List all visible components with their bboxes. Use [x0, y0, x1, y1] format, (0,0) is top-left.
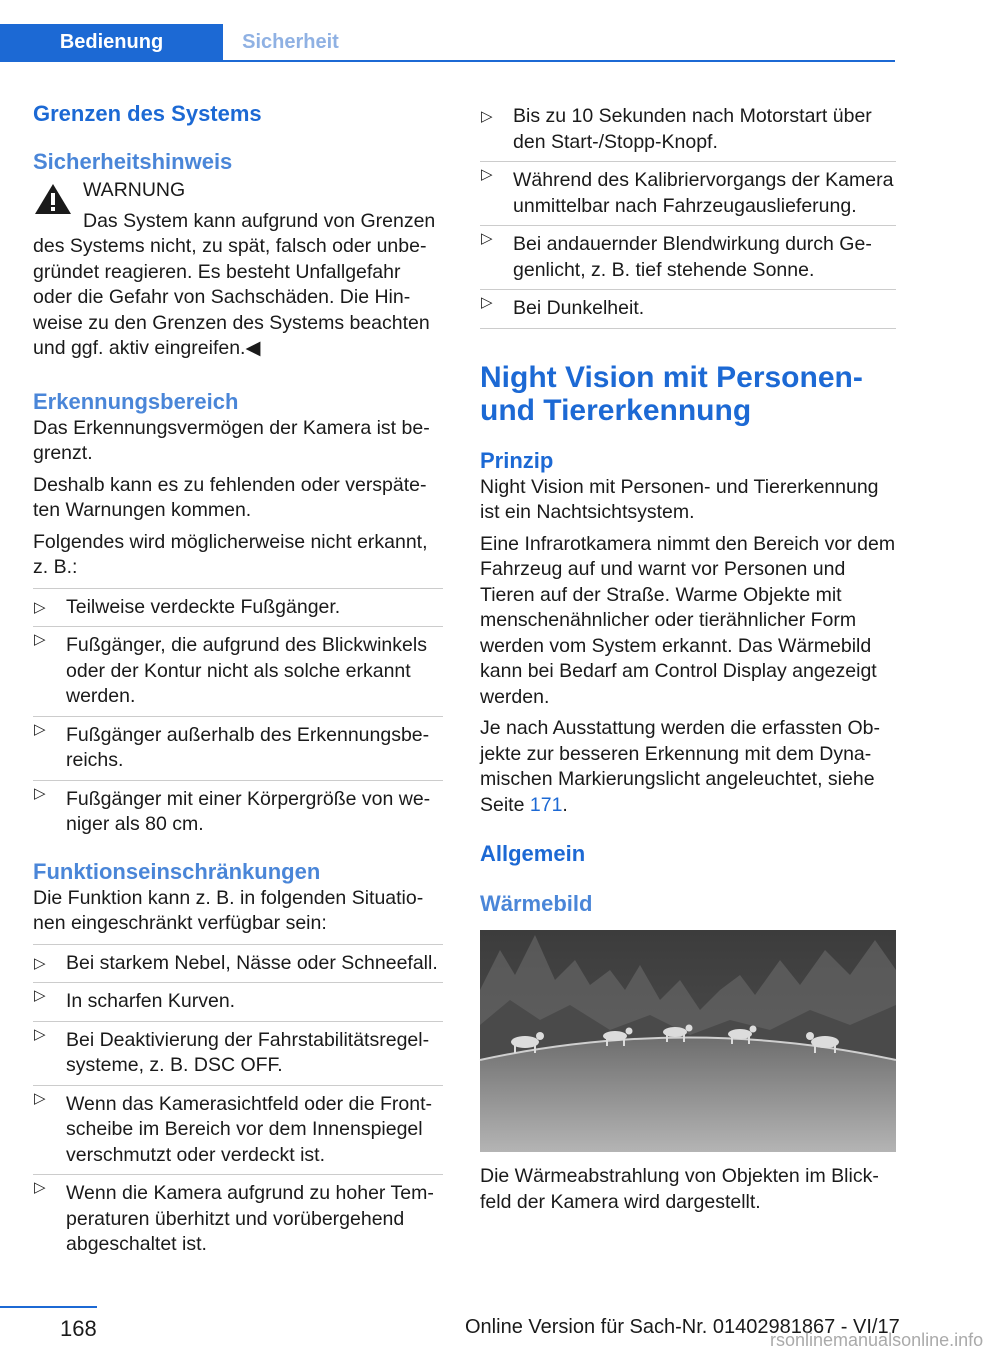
tab-bedienung[interactable]: Bedienung — [0, 24, 223, 60]
image-caption: Die Wärmeabstrahlung von Objekten im Blickfeld der Kamera wird dargestellt. — [480, 1165, 879, 1213]
chapter-tabs — [0, 24, 895, 62]
list-item: ▷ Bei andauernder Blendwirkung durch Gegenlicht, z. B. tief stehende Sonne. — [480, 225, 896, 283]
online-version-note: Online Version für Sach-Nr. 01402981867 - VI/17 — [465, 1316, 900, 1338]
heading-funktionseinschraenkungen: Funktionseinschränkungen — [33, 858, 321, 884]
paragraph: Die Funktion kann z. B. in folgenden Situationen eingeschränkt verfügbar sein: — [33, 886, 424, 934]
list-erkennung — [33, 588, 443, 838]
heading-sicherheitshinweis: Sicherheitshinweis — [33, 149, 233, 174]
paragraph: Deshalb kann es zu fehlenden oder verspäteten Warnungen kommen. — [33, 473, 427, 521]
list-item: ▷ Fußgänger, die aufgrund des Blickwinkels oder der Kontur nicht als solche erkannt werden. — [33, 626, 443, 710]
thermal-image — [480, 930, 896, 1152]
triangle-bullet-icon: ▷ — [34, 1025, 46, 1043]
warning-text: Das System kann aufgrund von Grenzen des Systems nicht, zu spät, falsch oder unbegründet reagieren. Es besteht Unfallgefahr oder die Gefahr von Sachschäden. Die Hinweise zu den Grenzen des Systems beachten und ggf. aktiv eingreifen.◀ — [33, 209, 436, 359]
list-funktion — [33, 944, 443, 1258]
paragraph: Eine Infrarotkamera nimmt den Bereich vor dem Fahrzeug auf und warnt vor Personen und Tieren auf der Straße. Warme Objekte mit menschenähnlicher oder tierähnlicher Form werden vom System erkannt. Das Wärmebild kann bei Bedarf am Control Display angezeigt werden. — [480, 532, 896, 708]
list-item: ▷ Bei Dunkelheit. — [480, 289, 896, 322]
tab-sicherheit[interactable]: Sicherheit — [242, 31, 339, 53]
list-item: ▷ In scharfen Kurven. — [33, 982, 443, 1015]
triangle-bullet-icon: ▷ — [34, 1179, 46, 1196]
right-column — [480, 100, 896, 1215]
heading-erkennungsbereich: Erkennungsbereich — [33, 388, 239, 414]
heading-night-vision: Night Vision mit Personen- und Tiererkennung — [480, 360, 863, 427]
triangle-bullet-icon: ▷ — [34, 598, 46, 616]
heading-grenzen: Grenzen des Systems — [33, 101, 262, 126]
triangle-bullet-icon: ▷ — [34, 1089, 46, 1107]
list-item: ▷ Wenn das Kamerasichtfeld oder die Frontscheibe im Bereich vor dem Innenspiegel verschmutzt oder verdeckt ist. — [33, 1085, 443, 1169]
triangle-bullet-icon: ▷ — [34, 631, 46, 648]
heading-prinzip: Prinzip — [480, 447, 554, 473]
paragraph: Folgendes wird möglicherweise nicht erkannt, z. B.: — [33, 530, 428, 578]
list-item: ▷ Während des Kalibriervorgangs der Kamera unmittelbar nach Fahrzeugauslieferung. — [480, 161, 896, 219]
triangle-bullet-icon: ▷ — [481, 108, 493, 125]
list-item: ▷ Fußgänger außerhalb des Erkennungsbereichs. — [33, 716, 443, 774]
heading-waermebild: Wärmebild — [480, 891, 593, 916]
warning-title: WARNUNG — [83, 179, 186, 201]
page-link-171[interactable]: 171 — [529, 793, 563, 816]
triangle-bullet-icon: ▷ — [34, 720, 46, 738]
list-item: ▷ Wenn die Kamera aufgrund zu hoher Temperaturen überhitzt und vorübergehend abgeschaltet ist. — [33, 1174, 443, 1258]
triangle-bullet-icon: ▷ — [34, 784, 46, 802]
watermark: rsonlinemanualsonline.info — [770, 1330, 983, 1350]
heading-allgemein: Allgemein — [480, 841, 586, 866]
triangle-bullet-icon: ▷ — [481, 294, 493, 311]
list-item: ▷ Teilweise verdeckte Fußgänger. — [33, 595, 443, 621]
list-funktion-continued — [480, 104, 896, 329]
triangle-bullet-icon: ▷ — [481, 166, 493, 183]
paragraph-with-link: Je nach Ausstattung werden die erfassten Objekte zur besseren Erkennung mit dem Dynamischen Markierungslicht angeleuchtet, siehe Seite 171. — [480, 717, 880, 816]
page-number: 168 — [60, 1316, 97, 1341]
triangle-bullet-icon: ▷ — [481, 230, 493, 247]
triangle-bullet-icon: ▷ — [34, 954, 46, 972]
footer-divider — [0, 1306, 97, 1308]
warning-block — [33, 178, 443, 204]
left-column — [33, 100, 443, 1258]
triangle-bullet-icon: ▷ — [34, 987, 46, 1004]
list-item: ▷ Bis zu 10 Sekunden nach Motorstart über den Start-/Stopp-Knopf. — [481, 105, 872, 153]
list-item: ▷ Fußgänger mit einer Körpergröße von weniger als 80 cm. — [33, 780, 443, 838]
warning-triangle-icon — [33, 182, 73, 216]
list-item: ▷ Bei Deaktivierung der Fahrstabilitätsregelsysteme, z. B. DSC OFF. — [33, 1021, 443, 1079]
paragraph: Night Vision mit Personen- und Tiererkennung ist ein Nachtsichtsystem. — [480, 475, 879, 523]
list-item: ▷ Bei starkem Nebel, Nässe oder Schneefall. — [33, 951, 443, 977]
paragraph: Das Erkennungsvermögen der Kamera ist begrenzt. — [33, 416, 430, 464]
